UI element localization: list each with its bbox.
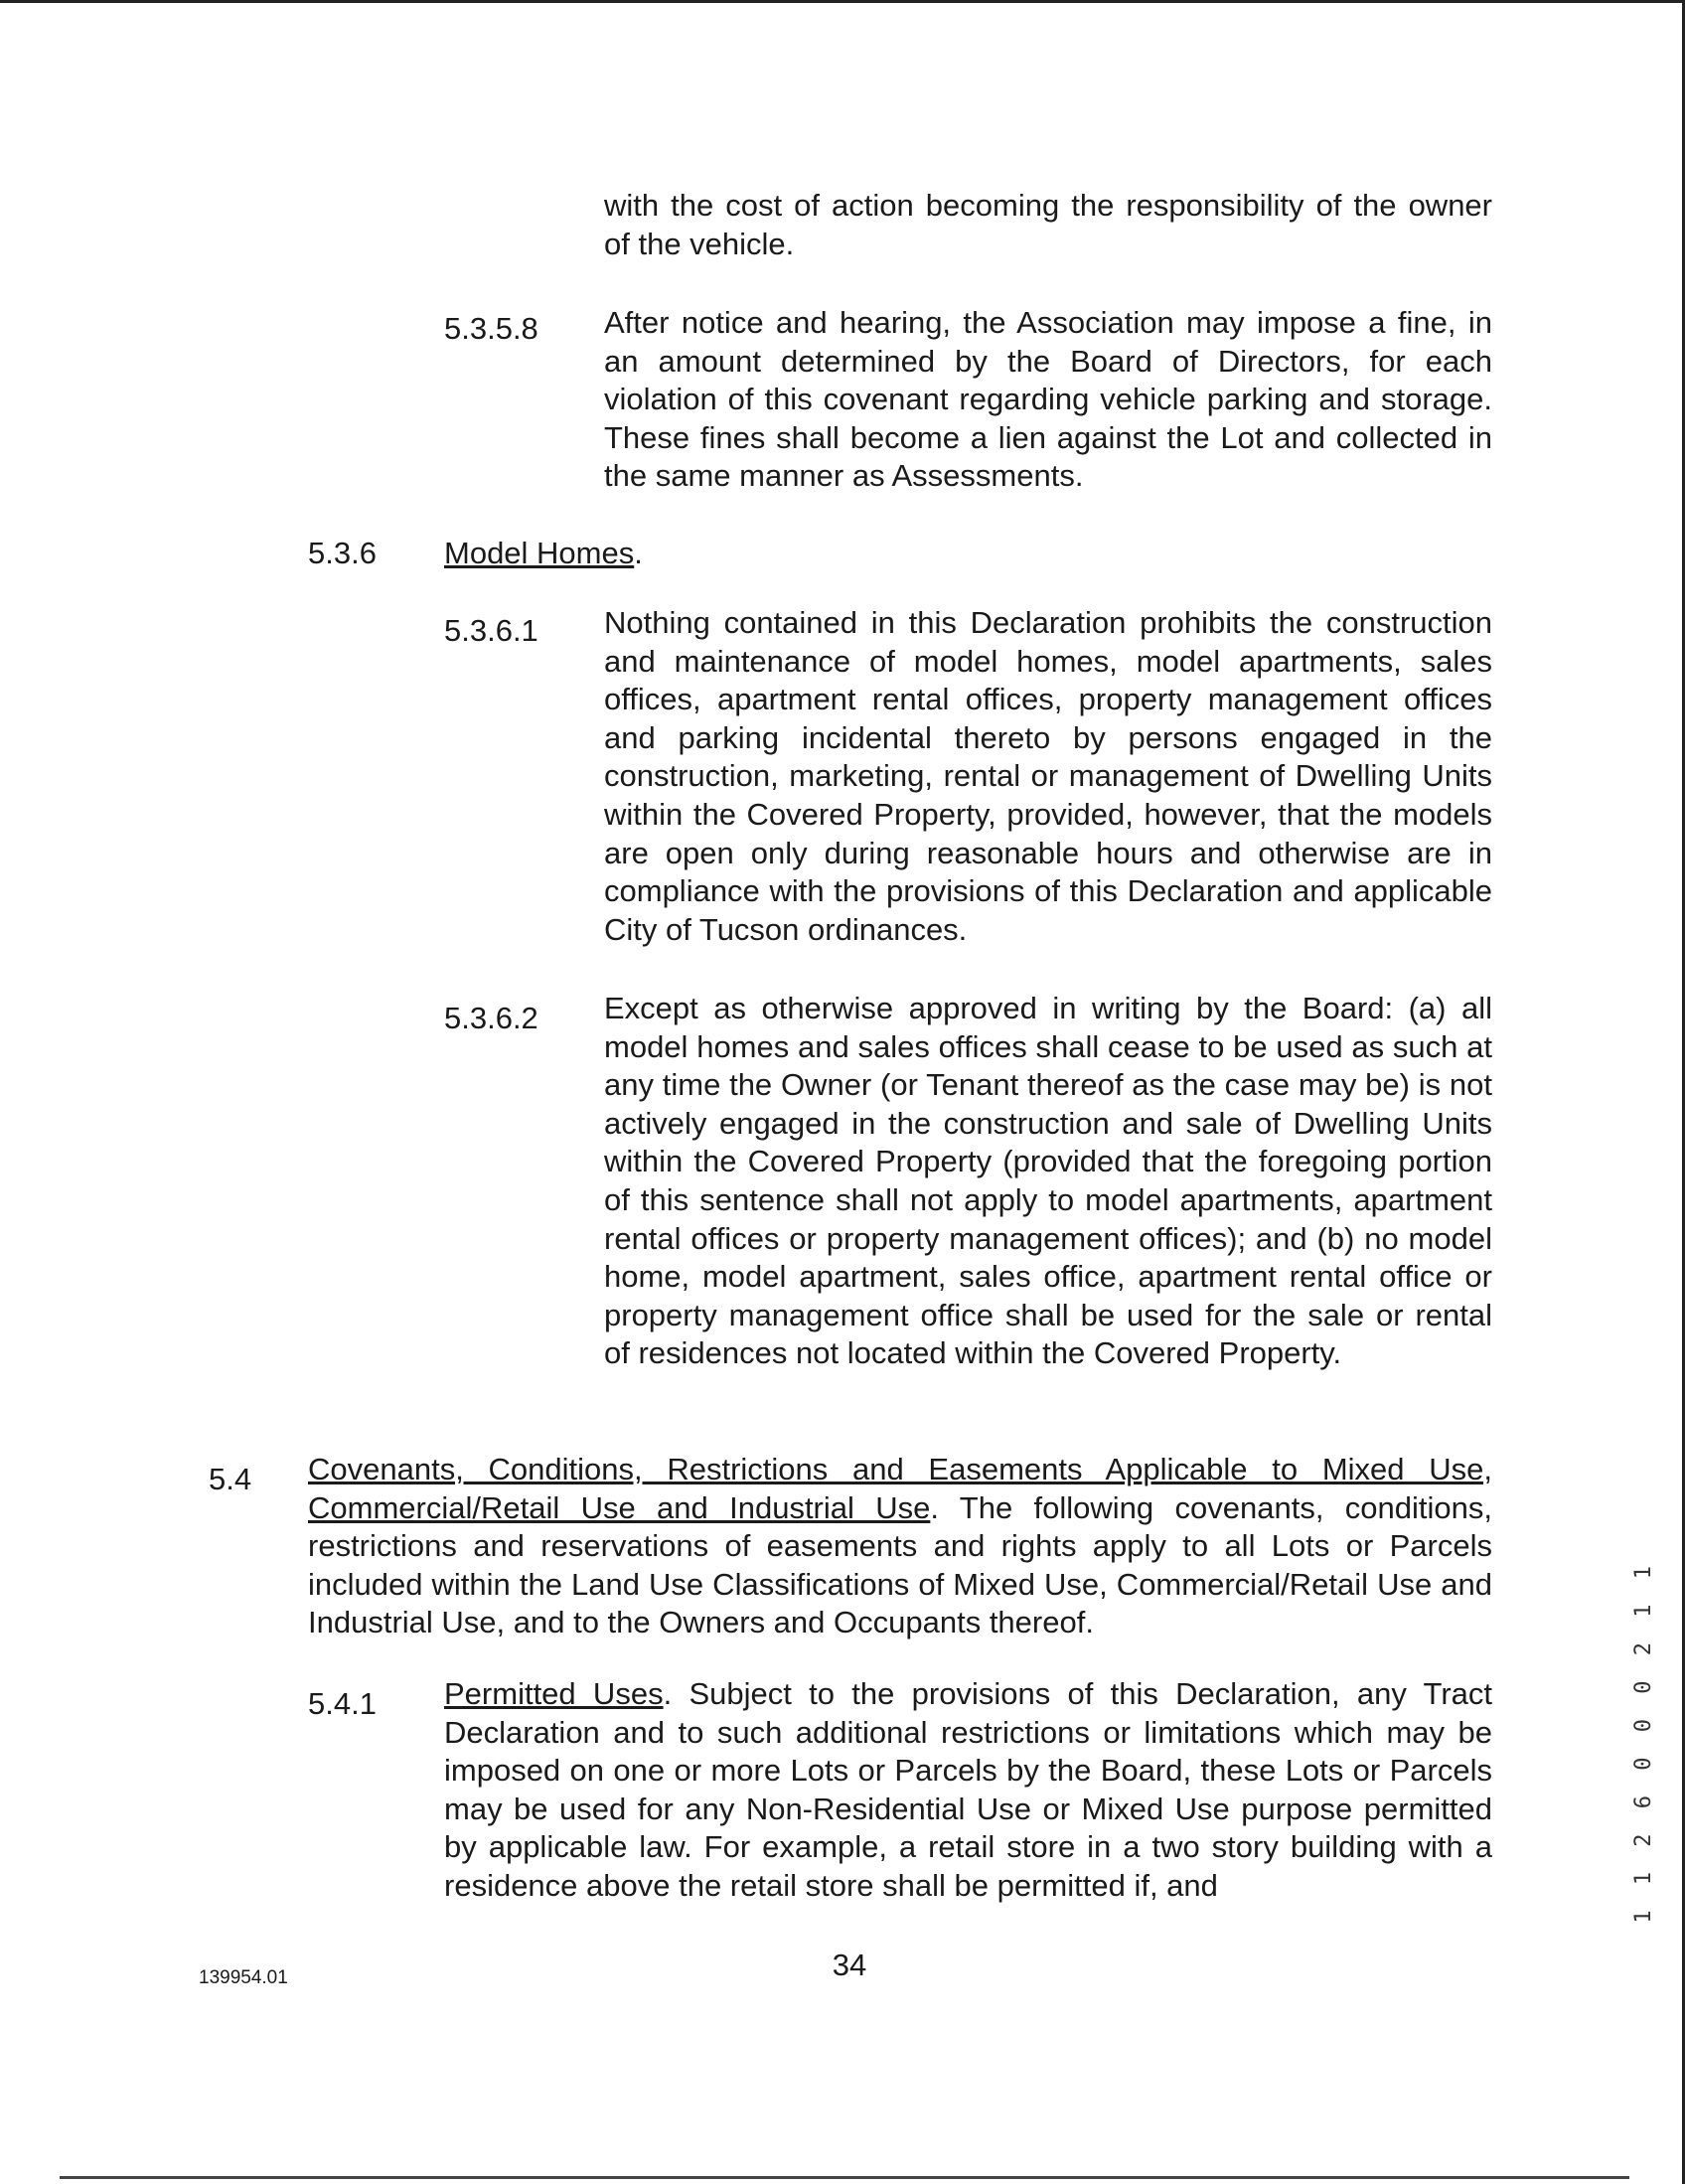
paragraph-5-4: [308, 1451, 1492, 1642]
heading-5-4-title: Covenants, Conditions, Restrictions and Easements Applicable to Mixed Use, Commercial/Retail Use and Industrial Use: [308, 1452, 1492, 1525]
continuation-paragraph: with the cost of action becoming the responsibility of the owner of the vehicle.: [604, 188, 1492, 261]
paragraph-5-3-6-1: Nothing contained in this Declaration prohibits the construction and maintenance of model homes, model apartments, sales offices, apartment rental offices, property management offices and parking incidental thereto by persons engaged in the construction, marketing, rental or management of Dwelling Units within the Covered Property, provided, however, that the models are open only during reasonable hours and otherwise are in compliance with the provisions of this Declaration and applicable City of Tucson ordinances.: [604, 605, 1492, 947]
heading-model-homes: [444, 535, 643, 572]
margin-recording-stamp: 1 1 2 6 0 0 0 2 1 1: [1631, 1560, 1656, 1924]
page-number: 34: [832, 1948, 867, 1982]
section-number-5-4: 5.4: [209, 1462, 252, 1496]
paragraph-5-3-6-2: Except as otherwise approved in writing by the Board: (a) all model homes and sales offices shall cease to be used as such at any time the Owner (or Tenant thereof as the case may be) is not actively engaged in the construction and sale of Dwelling Units within the Covered Property (provided that the foregoing portion of this sentence shall not apply to model apartments, apartment rental offices or property management offices); and (b) no model home, model apartment, sales office, apartment rental office or property management office shall be used for the sale or rental of residences not located within the Covered Property.: [604, 991, 1492, 1371]
heading-model-homes-title: Model Homes: [444, 536, 635, 570]
paragraph-5-4-1: [444, 1675, 1492, 1906]
paragraph-5-4-body: . The following covenants, conditions, restrictions and reservations of easements and rights apply to all Lots or Parcels included within the Land Use Classifications of Mixed Use, Commercial/Retail Use and Industrial Use, and to the Owners and Occupants thereof.: [308, 1489, 1492, 1640]
paragraph-5-4-1-body: . Subject to the provisions of this Declaration, any Tract Declaration and to such additional restrictions or limitations which may be imposed on one or more Lots or Parcels by the Board, these Lots or Parcels may be used for any Non-Residential Use or Mixed Use purpose permitted by applicable law. For example, a retail store in a two story building with a residence above the retail store shall be permitted if, and: [444, 1676, 1492, 1903]
section-number-5-3-6-2: 5.3.6.2: [444, 1001, 538, 1035]
section-number-5-3-5-8: 5.3.5.8: [444, 311, 538, 346]
scan-edge-top: [0, 0, 1685, 3]
section-number-5-4-1: 5.4.1: [308, 1686, 377, 1721]
paragraph-5-3-5-8: After notice and hearing, the Association may impose a fine, in an amount determined by the Board of Directors, for each violation of this covenant regarding vehicle parking and storage. These fines shall become a lien against the Lot and collected in the same manner as Assessments.: [604, 305, 1492, 494]
section-number-5-3-6-1: 5.3.6.1: [444, 613, 538, 648]
scan-edge-bottom: [60, 2176, 1629, 2179]
heading-permitted-uses: Permitted Uses: [444, 1676, 664, 1711]
heading-model-homes-trail: .: [634, 536, 643, 570]
document-id: 139954.01: [199, 1967, 288, 1988]
section-number-5-3-6: 5.3.6: [308, 536, 377, 570]
